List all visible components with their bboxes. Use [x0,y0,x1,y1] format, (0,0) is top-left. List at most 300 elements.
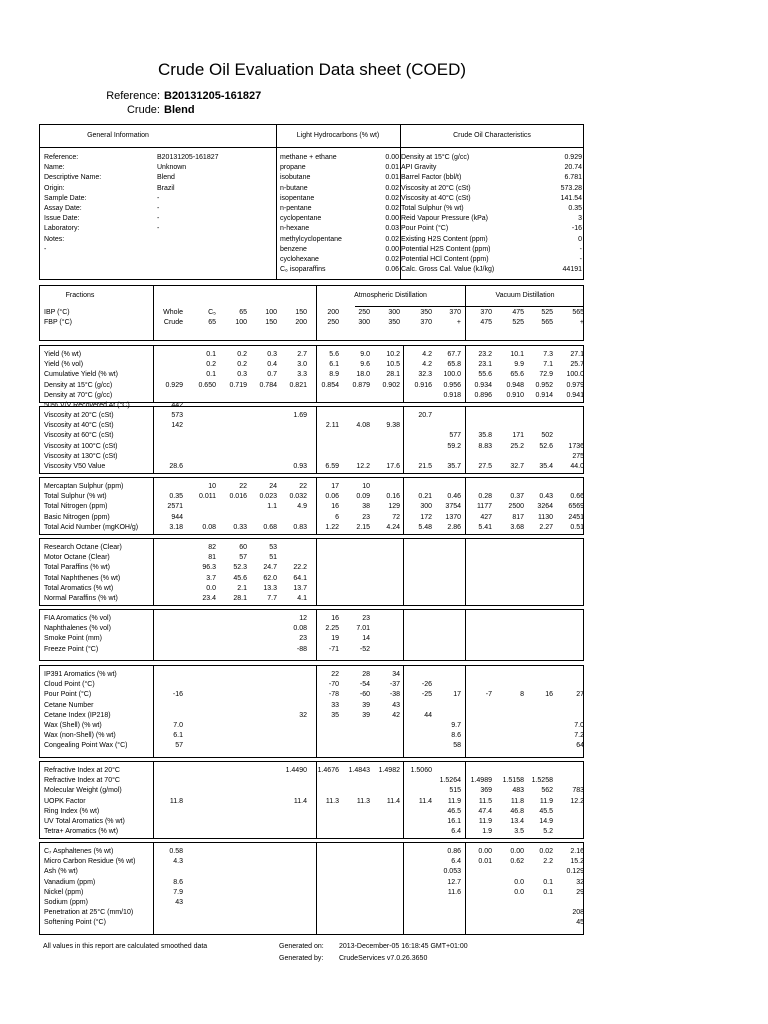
general-info-value: - [157,215,160,223]
row-value: 0.914 [535,391,553,399]
light-hydrocarbon-label: cyclopentane [280,215,322,223]
general-info-value: - [157,205,160,212]
row-value: 208 [572,909,584,917]
row-value: 0.0 [514,888,524,896]
row-label: Pour Point (°C) [44,691,92,699]
row-value: 0.948 [506,381,524,389]
light-hydrocarbon-value: 0.01 [385,164,399,172]
row-value: 3264 [537,503,553,511]
row-value: 0.918 [443,391,461,399]
row-value: 32.3 [418,371,432,379]
row-value: 100.0 [566,371,584,379]
general-info-label: Descriptive Name: [44,174,102,182]
row-value: 45.5 [539,807,553,815]
row-value: 9.9 [514,361,524,369]
row-value: 12.2 [356,463,370,470]
row-value: 0.08 [293,625,307,633]
characteristic-value: 3 [578,215,582,223]
light-hydrocarbon-value: 0.00 [385,245,399,253]
row-value: 22 [299,483,307,490]
row-value: 0.28 [478,493,492,501]
row-label: Ring Index (% wt) [44,807,100,815]
row-value: 0.00 [510,848,524,855]
row-label: Softening Point (°C) [44,919,106,927]
row-value: 22 [239,483,247,490]
row-value: 46.5 [447,807,461,815]
row-value: 28 [362,671,370,678]
row-value: 13.4 [510,818,524,825]
row-value: 10 [362,483,370,490]
row-value: 12 [299,615,307,622]
row-value: 8.83 [478,442,492,450]
row-value: 0.00 [478,848,492,855]
light-hydrocarbon-label: C₆ isoparaffins [280,266,326,274]
row-value: 7.1 [543,361,553,369]
row-value: 10.2 [386,351,400,358]
row-value: 72.9 [539,371,553,379]
row-label: Wax (Shell) (% wt) [44,722,102,729]
row-label: Penetration at 25°C (mm/10) [44,909,134,917]
ibp-column-value: 370 [480,309,492,316]
row-value: 1736 [568,442,584,450]
fbp-column-value: + [579,319,584,326]
row-value: 55.6 [478,371,492,379]
characteristic-label: Barrel Factor (bbl/t) [401,174,462,182]
general-info-label: Origin: [44,184,65,192]
ibp-column-value: 525 [541,309,553,316]
row-value: 65.6 [510,371,524,379]
row-value: -78 [328,691,339,699]
row-value: 32 [299,711,307,719]
row-value: 29 [576,888,584,896]
characteristic-value: - [579,245,582,253]
row-value: 33 [331,701,339,709]
row-value: 3.7 [206,574,216,582]
row-label: Total Aromatics (% wt) [44,584,114,592]
characteristic-value: - [579,256,582,263]
row-value: 300 [420,503,432,511]
general-info-label: Laboratory: [44,225,80,233]
row-value: 0.46 [447,493,461,501]
characteristic-value: 0.929 [564,154,582,161]
row-value: 23.4 [202,595,216,602]
row-value: 0.01 [478,858,492,866]
fbp-column-value: 475 [480,319,492,326]
row-value: 10.1 [510,351,524,358]
row-value: 1.5158 [502,777,524,785]
light-hydrocarbon-label: propane [280,164,306,172]
row-value: 944 [171,513,183,521]
row-value: 2.7 [297,351,307,358]
row-value: 11.3 [356,797,370,805]
row-value: 19 [331,635,339,643]
row-label: Viscosity at 20°C (cSt) [44,412,114,419]
row-value: 0.929 [165,381,183,389]
row-label: Density at 15°C (g/cc) [44,381,113,389]
row-value: 6 [335,513,339,521]
general-info-value: B20131205-161827 [157,154,219,161]
row-value: 0.0 [514,878,524,886]
row-value: 0.650 [198,381,216,389]
row-value: 0.719 [229,381,247,389]
row-value: 22 [331,671,339,678]
characteristic-label: Potential HCl Content (ppm) [401,256,489,263]
row-value: 2500 [508,503,524,511]
row-value: 0.896 [474,391,492,399]
row-value: 16 [331,503,339,511]
light-hydrocarbon-value: 0.03 [385,225,399,233]
row-value: 16 [331,615,339,622]
row-value: 4.3 [173,858,183,866]
characteristic-label: Viscosity at 40°C (cSt) [401,194,471,202]
row-value: 64.1 [293,574,307,582]
row-value: 11.9 [539,797,553,805]
row-value: 39 [362,701,370,709]
row-value: 142 [171,422,183,430]
row-label: Motor Octane (Clear) [44,554,110,562]
row-label: Total Nitrogen (ppm) [44,503,108,511]
row-value: 7.7 [267,595,277,602]
light-hydrocarbon-label: benzene [280,245,307,253]
row-value: 3.3 [297,371,307,379]
row-value: 51 [269,554,277,562]
row-label: IP391 Aromatics (% wt) [44,671,117,678]
fbp-column-value: 350 [388,319,400,326]
row-value: 0.2 [206,361,216,369]
row-value: 14.9 [539,818,553,825]
ibp-column-value: 100 [265,309,277,316]
row-label: Research Octane (Clear) [44,544,122,551]
row-label: FIA Aromatics (% vol) [44,615,111,622]
row-value: 27 [576,691,584,699]
row-value: 21.5 [418,463,432,470]
characteristic-label: Total Sulphur (% wt) [401,205,464,212]
row-label: Mercaptan Sulphur (ppm) [44,483,124,490]
row-value: 1.22 [325,523,339,531]
row-value: 2.86 [447,523,461,531]
row-label: Sodium (ppm) [44,899,88,906]
row-label: Cumulative Yield (% wt) [44,371,118,379]
row-value: 6.1 [329,361,339,369]
row-label: Density at 70°C (g/cc) [44,391,113,399]
characteristic-value: 141.54 [560,194,582,202]
characteristic-label: Potential H2S Content (ppm) [401,245,491,253]
row-value: 44 [424,711,432,719]
generated-on-value: 2013-December-05 16:18:45 GMT+01:00 [339,943,468,950]
characteristic-value: 0.35 [568,205,582,212]
row-label: Refractive Index at 20°C [44,767,120,774]
row-value: 0.910 [506,391,524,399]
row-value: 3.68 [510,523,524,531]
row-value: 9.0 [360,351,370,358]
row-value: -38 [389,691,400,699]
row-value: 1.5264 [439,777,461,785]
row-value: 4.1 [297,595,307,602]
row-value: 0.2 [237,361,247,369]
row-label: Ash (% wt) [44,868,78,876]
row-value: 32 [576,878,584,886]
row-label: Viscosity at 130°C (cSt) [44,452,118,460]
row-value: 2.16 [570,848,584,855]
row-value: 1370 [445,513,461,521]
row-value: 1.1 [267,503,277,511]
row-value: -25 [421,691,432,699]
row-value: 60 [239,544,247,551]
row-value: 24 [269,483,277,490]
ibp-column-value: 350 [420,309,432,316]
row-value: 8 [520,691,524,699]
crude-label: Crude: [126,104,160,116]
row-value: 783 [572,787,584,795]
row-value: 4.2 [422,351,432,358]
row-value: 65.8 [447,361,461,369]
row-value: 0.06 [325,493,339,501]
row-label: C₇ Asphaltenes (% wt) [44,848,114,855]
generated-on-label: Generated on: [279,943,324,950]
row-value: 4.2 [422,361,432,369]
row-label: UOPK Factor [44,797,86,805]
general-info-label: Sample Date: [44,194,87,202]
light-hydrocarbon-label: isopentane [280,194,315,202]
row-value: 0.51 [570,523,584,531]
row-value: 13.3 [263,584,277,592]
fbp-column-value: 370 [420,319,432,326]
row-value: 0.37 [510,493,524,501]
general-info-value: Brazil [157,184,175,192]
light-hydrocarbon-label: methylcyclopentane [280,235,342,243]
general-info-value: Blend [157,174,175,182]
fbp-column-value: 200 [295,319,307,326]
row-value: 562 [541,787,553,795]
row-value: 11.8 [169,797,183,805]
row-value: 0.62 [510,858,524,866]
row-value: 4.08 [356,422,370,430]
vacuum-distillation-header: Vacuum Distillation [495,292,555,299]
row-value: 35.8 [478,432,492,440]
row-value: 515 [449,787,461,795]
row-value: 6.4 [451,828,461,836]
row-label: Wax (non-Shell) (% wt) [44,732,116,740]
characteristic-label: Reid Vapour Pressure (kPa) [401,215,489,223]
crude-value: Blend [164,104,195,116]
row-value: 1.69 [293,412,307,419]
row-value: 172 [420,513,432,521]
row-label: Cetane Index (IP218) [44,711,111,719]
row-value: 57 [239,554,247,562]
row-value: 0.854 [321,381,339,389]
row-value: 42 [392,711,400,719]
row-value: 16 [545,691,553,699]
row-value: 13.7 [293,584,307,592]
ibp-column-value: C₅ [208,309,216,316]
row-value: 369 [480,787,492,795]
fbp-column-value: 250 [327,319,339,326]
row-value: 0.08 [202,523,216,531]
row-value: 57 [175,742,183,750]
section-5 [39,609,584,661]
row-value: 11.4 [418,797,432,805]
ibp-column-value: 250 [358,309,370,316]
characteristic-label: Pour Point (°C) [401,225,449,233]
row-value: 0.33 [233,523,247,531]
section-6 [39,665,584,758]
row-value: 3.5 [514,828,524,836]
ibp-column-value: 300 [388,309,400,316]
row-value: 27.5 [478,463,492,470]
light-hydrocarbon-value: 0.00 [385,154,399,161]
row-value: 9.7 [451,722,461,729]
row-value: -54 [359,681,370,689]
row-value: 3.18 [169,523,183,531]
row-value: 0.4 [267,361,277,369]
section-3 [39,477,584,535]
row-value: 0.1 [206,351,216,358]
row-value: 11.4 [293,797,307,805]
row-value: 17 [331,483,339,490]
general-info-value: - [157,194,160,202]
row-value: 0.053 [443,868,461,876]
row-value: 14 [362,635,370,643]
row-value: -26 [421,681,432,689]
row-label: Viscosity V50 Value [44,463,106,470]
row-value: 8.6 [451,732,461,740]
row-value: 0.83 [293,523,307,531]
row-value: 5.48 [418,523,432,531]
row-label: Viscosity at 60°C (cSt) [44,432,114,440]
row-value: 18.0 [356,371,370,379]
row-value: 15.2 [570,858,584,866]
general-info-label: Reference: [44,154,79,161]
row-value: -16 [172,691,183,699]
row-value: -7 [485,691,492,699]
row-value: 2.15 [356,523,370,531]
row-value: 23 [362,615,370,622]
row-value: 0.1 [206,371,216,379]
row-value: 1.5060 [410,767,432,774]
row-value: 0.784 [259,381,277,389]
row-value: 35 [331,711,339,719]
row-value: 11.3 [325,797,339,805]
row-label: Micro Carbon Residue (% wt) [44,858,136,866]
row-value: 0.7 [267,371,277,379]
row-value: 0.952 [535,381,553,389]
light-hydrocarbon-value: 0.00 [385,215,399,223]
row-value: 0.3 [237,371,247,379]
light-hydrocarbon-label: n-hexane [280,225,310,233]
row-value: 2571 [167,503,183,511]
generated-by-label: Generated by: [279,955,324,962]
general-info-header: General Information [87,132,149,139]
light-hydrocarbon-value: 0.01 [385,174,399,182]
row-value: 45 [576,919,584,927]
light-hydrocarbon-label: n-pentane [280,205,312,212]
row-value: 7.9 [173,888,183,896]
row-value: 0.879 [352,381,370,389]
row-label: Cloud Point (°C) [44,681,95,689]
row-value: 1130 [537,513,553,521]
row-value: 0.902 [382,381,400,389]
row-value: 4.9 [297,503,307,511]
row-value: 0.86 [447,848,461,855]
ibp-column-value: 65 [239,309,247,316]
row-value: 0.016 [229,493,247,501]
row-label: Cetane Number [44,701,94,709]
row-value: 38 [362,503,370,511]
row-label: Yield (% wt) [44,351,82,358]
row-value: 81 [208,554,216,562]
row-value: 0.43 [539,493,553,501]
row-value: 0.023 [259,493,277,501]
row-value: 9.38 [386,422,400,430]
characteristic-label: Existing H2S Content (ppm) [401,235,488,243]
fbp-column-value: 300 [358,319,370,326]
characteristic-value: 44191 [562,266,582,274]
row-value: 72 [392,513,400,521]
row-value: 7.3 [543,351,553,358]
general-info-label: Notes: [44,235,65,243]
row-value: -52 [359,645,370,653]
row-value: 43 [175,899,183,906]
row-value: 11.6 [447,888,461,896]
ibp-column-value: 565 [572,309,584,316]
row-value: 7.01 [356,625,370,633]
generated-by-value: CrudeServices v7.0.26.3650 [339,955,428,962]
row-value: 64 [576,742,584,750]
characteristic-label: API Gravity [401,164,437,172]
row-value: -88 [296,645,307,653]
row-label: Basic Nitrogen (ppm) [44,513,110,521]
row-value: 2.27 [539,523,553,531]
row-value: 5.6 [329,351,339,358]
row-value: 8.6 [173,878,183,886]
row-value: 6569 [568,503,584,511]
row-value: 483 [512,787,524,795]
row-value: 573 [171,412,183,419]
row-value: 34 [392,671,400,678]
row-value: 0.979 [566,381,584,389]
row-label: Molecular Weight (g/mol) [44,787,122,795]
characteristic-label: Density at 15°C (g/cc) [401,154,470,161]
fbp-column-value: 100 [235,319,247,326]
row-label: Total Paraffins (% wt) [44,564,111,572]
light-hydrocarbon-value: 0.02 [385,194,399,202]
row-value: 0.3 [267,351,277,358]
row-value: 82 [208,544,216,551]
row-label: Normal Paraffins (% wt) [44,595,118,602]
row-value: 17.6 [386,463,400,470]
row-value: 39 [362,711,370,719]
row-value: 2.11 [325,422,339,430]
section-2 [39,406,584,474]
fractions-title: Fractions [65,292,95,299]
row-value: 2.25 [325,625,339,633]
row-value: 0.032 [289,493,307,501]
row-value: 0.129 [566,868,584,876]
row-value: -60 [359,691,370,699]
row-value: 44.0 [570,463,584,470]
row-value: 0.2 [237,351,247,358]
row-value: 45.6 [233,574,247,582]
row-value: 8.9 [329,371,339,379]
row-value: 10.5 [386,361,400,369]
row-value: 2451 [568,513,584,521]
general-info-label: Assay Date: [44,205,82,212]
row-value: 67.7 [447,351,461,358]
row-value: 817 [512,513,524,521]
row-value: 17 [453,691,461,699]
row-value: 0.58 [169,848,183,855]
fractions-header [39,285,584,341]
